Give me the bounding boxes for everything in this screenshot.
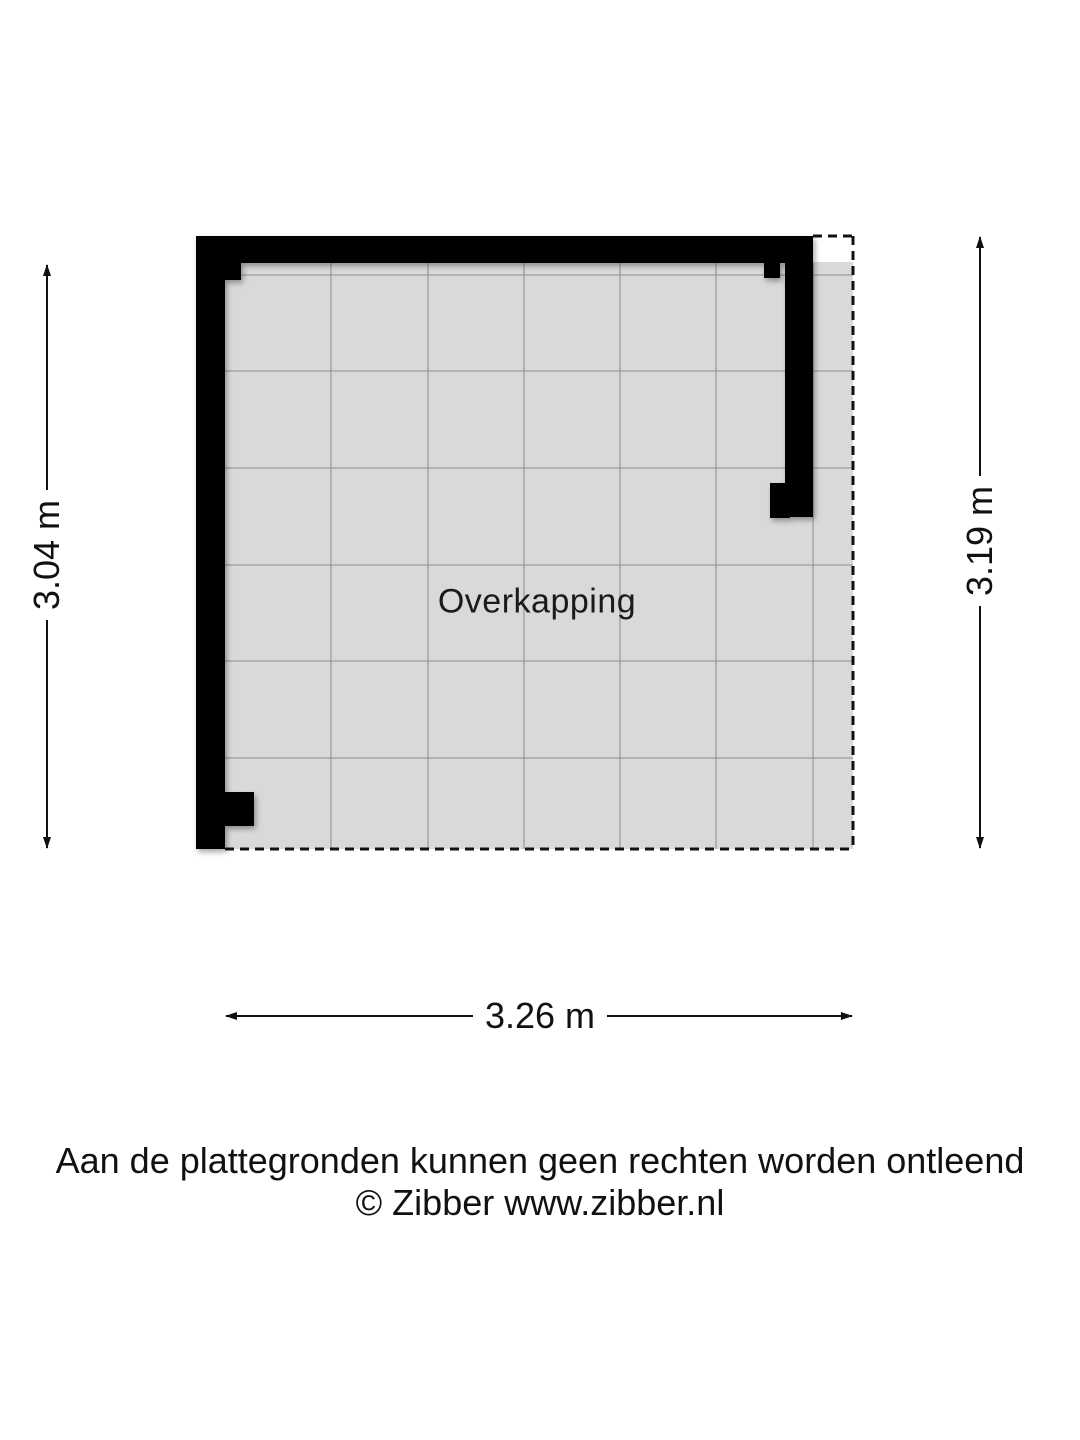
room-floor	[225, 262, 853, 849]
post-top-left	[225, 262, 241, 280]
disclaimer-text: Aan de plattegronden kunnen geen rechten worden ontleend	[55, 1140, 1025, 1181]
post-right-bottom	[770, 483, 790, 518]
post-bottom-left	[225, 792, 254, 826]
post-top-right	[764, 262, 780, 278]
wall-left	[196, 236, 225, 849]
room-name: Overkapping	[437, 582, 637, 621]
dimension-label-right: 3.19 m	[960, 476, 1000, 606]
wall-top	[196, 236, 813, 263]
wall-right	[785, 236, 813, 517]
dimension-label-left: 3.04 m	[27, 490, 67, 620]
dimension-label-bottom: 3.26 m	[473, 996, 607, 1036]
copyright-text: © Zibber www.zibber.nl	[355, 1182, 725, 1223]
